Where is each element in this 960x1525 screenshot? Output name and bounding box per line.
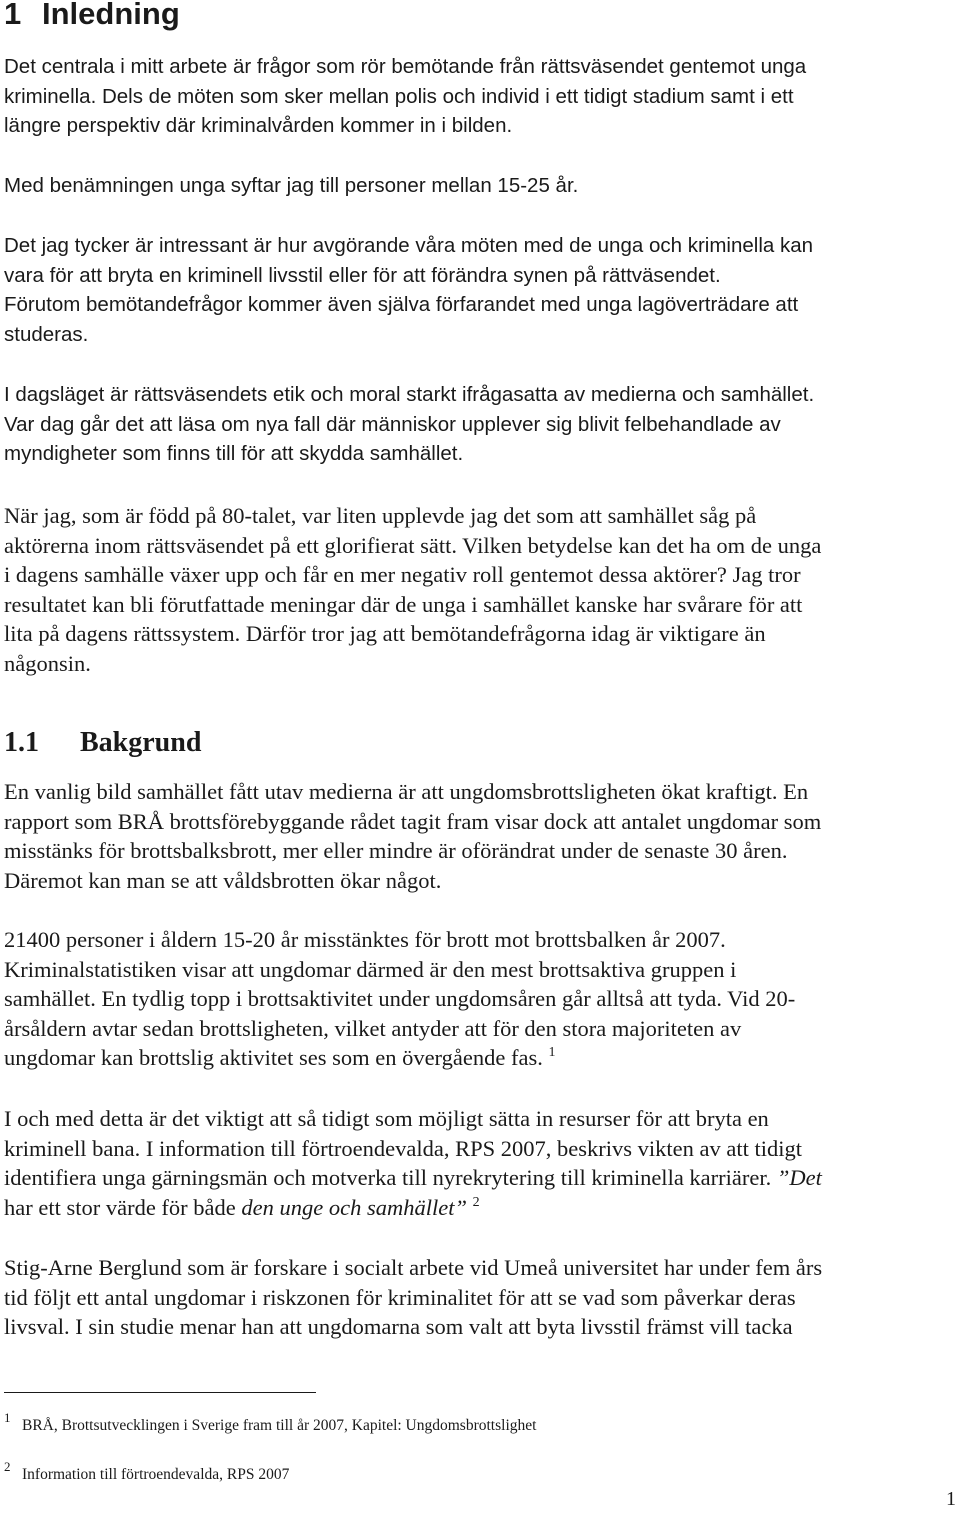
background-paragraph-1 [4, 777, 956, 895]
text-line: rapport som BRÅ brottsförebyggande rådet tagit fram visar dock att antalet ungdomar som [4, 808, 822, 834]
heading-number: 1 [4, 0, 22, 31]
heading-title: Inledning [42, 0, 180, 31]
text-line-content: har ett stor värde för både [4, 1194, 236, 1220]
text-line-content: identifiera unga gärningsmän och motverka till nyrekrytering till kriminella karriärer. [4, 1165, 772, 1191]
footnote-reference: 1 [548, 1045, 556, 1061]
intro-paragraph-1 [4, 52, 956, 141]
text-line: myndigheter som finns till för att skydda samhället. [4, 442, 464, 466]
footnote-mark: 1 [4, 1410, 11, 1425]
text-line: Det centrala i mitt arbete är frågor som rör bemötande från rättsväsendet gentemot unga [4, 55, 807, 78]
heading-number: 1.1 [4, 727, 39, 758]
text-line: Kriminalstatistiken visar att ungdomar därmed är den mest brottsaktiva gruppen i [4, 956, 737, 982]
text-line: vara för att bryta en kriminell livsstil eller för att förändra synen på rättväsendet. [4, 263, 721, 287]
background-paragraph-4 [4, 1253, 956, 1342]
text-line: årsåldern avtar sedan brottsligheten, vilket antyder att för den stora majoriteten av [4, 1015, 742, 1041]
text-line: misstänks för brottsbalksbrott, mer eller mindre är oförändrat under de senaste 30 åren. [4, 838, 788, 864]
background-paragraph-2 [4, 925, 956, 1073]
footnote-reference: 2 [472, 1194, 480, 1210]
heading-bakgrund [4, 723, 201, 763]
footnote-1 [4, 1408, 536, 1436]
text-line: I och med detta är det viktigt att så tidigt som möjligt sätta in resurser för att bryta en [4, 1106, 769, 1131]
text-line: Däremot kan man se att våldsbrotten ökar något. [4, 867, 442, 893]
text-line: kriminella. Dels de möten som sker mellan polis och individ i ett tidigt stadium samt i ett [4, 84, 794, 108]
text-line: tid följt ett antal ungdomar i riskzonen för kriminalitet för att se vad som påverkar deras [4, 1284, 796, 1310]
intro-paragraph-5 [4, 501, 956, 679]
intro-paragraph-3 [4, 231, 956, 349]
text-line: Förutom bemötandefrågor kommer även själva förfarandet med unga lagöverträdare att [4, 293, 799, 317]
text-line: En vanlig bild samhället fått utav medierna är att ungdomsbrottsligheten ökat kraftigt. En [4, 779, 809, 804]
text-line: studeras. [4, 322, 89, 346]
text-line: resultatet kan bli förutfattade meningar där de unga i samhället kanske har svårare för att [4, 591, 803, 617]
intro-paragraph-2 [4, 171, 956, 201]
footnote-separator [4, 1392, 316, 1393]
text-line: När jag, som är född på 80-talet, var liten upplevde jag det som att samhället såg på [4, 503, 757, 528]
text-line: 21400 personer i åldern 15-20 år misstänktes för brott mot brottsbalken år 2007. [4, 927, 726, 952]
text-line: någonsin. [4, 650, 91, 676]
footnote-2 [4, 1457, 289, 1485]
text-line [4, 1193, 956, 1223]
page-number: 1 [946, 1488, 956, 1510]
text-line: i dagens samhälle växer upp och får en mer negativ roll gentemot dessa aktörer? Jag tror [4, 562, 801, 588]
text-line [4, 1163, 956, 1193]
text-line: samhället. En tydlig topp i brottsaktivitet under ungdomsåren går alltså att tyda. Vid 20- [4, 986, 796, 1012]
text-line-content: ungdomar kan brottslig aktivitet ses som en övergående fas. [4, 1045, 543, 1071]
text-line: Stig-Arne Berglund som är forskare i socialt arbete vid Umeå universitet har under fem års [4, 1255, 823, 1280]
text-line: lita på dagens rättssystem. Därför tror jag att bemötandefrågorna idag är viktigare än [4, 621, 766, 647]
intro-paragraph-4 [4, 380, 956, 469]
heading-inledning [4, 0, 180, 34]
quote-start: ”Det [776, 1165, 822, 1191]
text-line [4, 1043, 956, 1073]
text-line: längre perspektiv där kriminalvården kommer in i bilden. [4, 114, 513, 138]
text-line: livsval. I sin studie menar han att ungdomarna som valt att byta livsstil främst vill tacka [4, 1314, 793, 1340]
heading-title: Bakgrund [80, 727, 202, 758]
footnote-mark: 2 [4, 1459, 11, 1474]
text-line: Med benämningen unga syftar jag till personer mellan 15-25 år. [4, 174, 579, 197]
text-line: Det jag tycker är intressant är hur avgörande våra möten med de unga och kriminella kan [4, 234, 814, 257]
text-line: kriminell bana. I information till förtroendevalda, RPS 2007, beskrivs vikten av att tidigt [4, 1135, 802, 1161]
text-line: aktörerna inom rättsväsendet på ett glorifierat sätt. Vilken betydelse kan det ha om de unga [4, 532, 822, 558]
background-paragraph-3 [4, 1104, 956, 1222]
text-line: I dagsläget är rättsväsendets etik och moral starkt ifrågasatta av medierna och samhället. [4, 383, 815, 406]
text-line: Var dag går det att läsa om nya fall där människor upplever sig blivit felbehandlade av [4, 412, 781, 436]
footnote-text: BRÅ, Brottsutvecklingen i Sverige fram till år 2007, Kapitel: Ungdomsbrottslighet [22, 1417, 537, 1434]
quote-italic: den unge och samhället” [241, 1194, 467, 1220]
footnote-text: Information till förtroendevalda, RPS 2007 [22, 1466, 290, 1483]
